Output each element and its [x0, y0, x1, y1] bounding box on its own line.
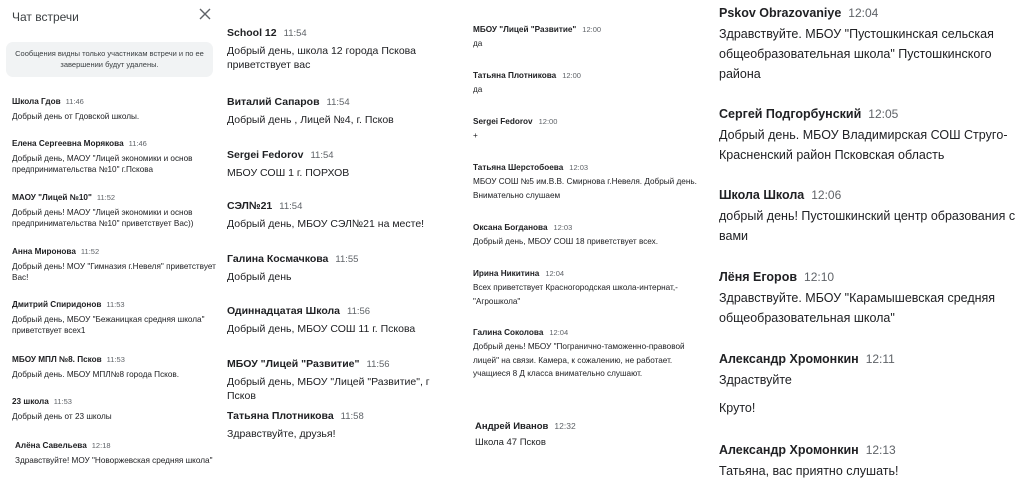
- message-time: 12:13: [865, 443, 896, 457]
- sender-name: Александр Хромонкин: [719, 352, 859, 366]
- chat-column-4: [712, 0, 1024, 486]
- sender-name: Лёня Егоров: [719, 270, 798, 284]
- message-text: Добрый день от 23 школы: [12, 412, 112, 421]
- chat-message: [473, 268, 701, 308]
- chat-message: [719, 443, 1024, 481]
- message-text: Всех приветствует Красногородская школа-интернат,- "Агрошкола": [473, 283, 678, 306]
- message-text: Добрый день, школа 12 города Пскова приветствует вас: [227, 45, 416, 71]
- sender-name: School 12: [227, 27, 277, 39]
- message-text: Добрый день, МБОУ СЭЛ№21 на месте!: [227, 218, 425, 230]
- chat-message: [12, 246, 217, 283]
- chat-message: [12, 192, 217, 229]
- sender-name: МБОУ МПЛ №8. Псков: [12, 355, 102, 364]
- message-time: 12:32: [554, 421, 576, 431]
- chat-message: [473, 70, 701, 97]
- chat-message: [719, 352, 1024, 390]
- message-time: 12:04: [545, 269, 565, 278]
- close-icon[interactable]: [198, 7, 212, 21]
- chat-message: [227, 200, 459, 231]
- sender-name: МБОУ "Лицей "Развитие": [227, 358, 360, 370]
- message-text: Добрый день, МБОУ СОШ 18 приветствует всех.: [473, 237, 659, 246]
- message-text: добрый день! Пустошкинский центр образования с вами: [719, 209, 1016, 243]
- message-text: Здравствуйте. МБОУ "Пустошкинская сельская общеобразовательная школа" Пустошкинского района: [719, 27, 994, 81]
- message-time: 11:52: [80, 247, 100, 256]
- chat-message: [12, 96, 217, 122]
- chat-message: [12, 396, 217, 422]
- message-text: Круто!: [719, 401, 756, 415]
- message-text: Добрый день, МБОУ "Лицей "Развитие", г Псков: [227, 376, 430, 402]
- message-text: Добрый день , Лицей №4, г. Псков: [227, 114, 394, 126]
- message-time: 12:00: [582, 25, 602, 34]
- message-time: 11:53: [106, 300, 125, 309]
- sender-name: Андрей Иванов: [475, 421, 549, 432]
- sender-name: Одиннадцатая Школа: [227, 305, 340, 317]
- chat-message: [719, 6, 1024, 84]
- sender-name: Сергей Подгорбунский: [719, 107, 862, 121]
- message-time: 12:06: [811, 188, 842, 202]
- message-time: 11:53: [53, 397, 72, 406]
- chat-message: [475, 420, 702, 449]
- message-text: да: [473, 85, 483, 94]
- chat-message: [15, 440, 220, 466]
- sender-name: 23 школа: [12, 397, 49, 406]
- message-text: Добрый день от Гдовской школы.: [12, 112, 140, 121]
- chat-message: [227, 149, 459, 180]
- message-text: Здраствуйте: [719, 373, 792, 387]
- chat-message: [227, 410, 459, 441]
- message-text: Добрый день, МБОУ СОШ 11 г. Пскова: [227, 323, 416, 335]
- sender-name: Галина Соколова: [473, 328, 544, 337]
- chat-message: [227, 253, 459, 284]
- message-text: МБОУ СОШ №5 им.В.В. Смирнова г.Невеля. Добрый день. Внимательно слушаем: [473, 177, 697, 200]
- sender-name: СЭЛ№21: [227, 200, 273, 212]
- message-time: 11:54: [279, 201, 303, 212]
- chat-message: [719, 107, 1024, 165]
- message-time: 12:00: [562, 71, 581, 80]
- chat-message: [473, 327, 701, 381]
- message-text: МБОУ СОШ 1 г. ПОРХОВ: [227, 167, 350, 179]
- chat-message: [227, 305, 459, 336]
- chat-message: [12, 138, 217, 175]
- sender-name: Елена Сергеевна Морякова: [12, 139, 124, 148]
- message-text: Добрый день, МАОУ "Лицей экономики и основ предпринимательства №10" г.Пскова: [12, 154, 193, 174]
- sender-name: МБОУ "Лицей "Развитие": [473, 25, 577, 34]
- message-text: Добрый день! МБОУ "Погранично-таможенно-правовой лицей" на связи. Камера, к сожалению, не работает. учащиеся 8 Д класса внимательно слушают.: [473, 342, 685, 378]
- chat-message: [227, 27, 459, 72]
- message-time: 11:53: [106, 355, 125, 364]
- message-time: 11:46: [65, 97, 84, 106]
- message-time: 12:05: [868, 107, 899, 121]
- message-text: Татьяна, вас приятно слушать!: [719, 464, 899, 478]
- chat-panel: [0, 0, 222, 486]
- message-time: 12:03: [569, 163, 589, 172]
- message-text: Добрый день! МАОУ "Лицей экономики и основ предпринимательства №10" приветствует Вас)): [12, 208, 194, 228]
- chat-message: [12, 299, 217, 336]
- message-time: 12:00: [538, 117, 558, 126]
- sender-name: МАОУ "Лицей №10": [12, 193, 92, 202]
- message-time: 12:10: [804, 270, 835, 284]
- message-time: 11:46: [128, 139, 147, 148]
- sender-name: Татьяна Шерстобоева: [473, 163, 564, 172]
- chat-message: [227, 358, 459, 403]
- chat-column-3: [468, 0, 702, 486]
- sender-name: Ирина Никитина: [473, 269, 540, 278]
- sender-name: Оксана Богданова: [473, 223, 548, 232]
- message-time: 11:54: [283, 28, 307, 39]
- message-time: 11:52: [96, 193, 116, 202]
- message-text: Здравствуйте! МОУ "Новоржевская средняя школа": [15, 456, 213, 465]
- message-time: 12:18: [91, 441, 111, 450]
- message-text: да: [473, 39, 483, 48]
- sender-name: Татьяна Плотникова: [227, 410, 334, 422]
- message-time: 11:55: [335, 254, 359, 265]
- sender-name: Sergei Fedorov: [227, 149, 304, 161]
- chat-message: [227, 96, 459, 127]
- message-time: 12:03: [553, 223, 573, 232]
- message-text: Добрый день. МБОУ МПЛ№8 города Псков.: [12, 370, 180, 379]
- chat-header: [12, 8, 212, 24]
- message-time: 11:54: [310, 150, 334, 161]
- chat-message: [473, 222, 701, 249]
- message-time: 11:56: [347, 306, 371, 317]
- message-time: 12:11: [865, 352, 895, 366]
- sender-name: Дмитрий Спиридонов: [12, 300, 102, 309]
- message-text: Здравствуйте. МБОУ "Карамышевская средняя общеобразовательная школа": [719, 291, 996, 325]
- message-time: 11:54: [326, 97, 350, 108]
- message-text: Добрый день, МБОУ "Бежаницкая средняя школа" приветствует всех1: [12, 315, 205, 335]
- message-time: 11:56: [366, 359, 390, 370]
- message-time: 12:04: [848, 6, 879, 20]
- sender-name: Анна Миронова: [12, 247, 76, 256]
- sender-name: Школа Школа: [719, 188, 805, 202]
- sender-name: Галина Космачкова: [227, 253, 329, 265]
- chat-column-2: [222, 0, 462, 486]
- chat-message: [12, 354, 217, 380]
- message-text: Добрый день: [227, 271, 292, 283]
- sender-name: Sergei Fedorov: [473, 117, 533, 126]
- sender-name: Александр Хромонкин: [719, 443, 859, 457]
- sender-name: Виталий Сапаров: [227, 96, 320, 108]
- sender-name: Pskov Obrazovaniye: [719, 6, 842, 20]
- chat-message: [719, 270, 1024, 328]
- message-text: Добрый день! МОУ "Гимназия г.Невеля" приветствует Вас!: [12, 262, 216, 282]
- message-time: 11:58: [340, 411, 364, 422]
- sender-name: Татьяна Плотникова: [473, 71, 557, 80]
- chat-notice: Сообщения видны только участникам встречи и по ее завершении будут удалены.: [6, 42, 213, 77]
- sender-name: Алёна Савельева: [15, 441, 87, 450]
- message-text: Добрый день. МБОУ Владимирская СОШ Стругo-Красненский район Псковская область: [719, 128, 1008, 162]
- chat-message: [473, 116, 701, 143]
- message-text: Школа 47 Псков: [475, 437, 546, 448]
- chat-message: [719, 188, 1024, 246]
- chat-title: Чат встречи: [12, 10, 79, 24]
- chat-message: [473, 162, 701, 202]
- message-text: Здравствуйте, друзья!: [227, 428, 336, 440]
- sender-name: Школа Гдов: [12, 97, 61, 106]
- message-text: +: [473, 131, 478, 140]
- chat-message: [473, 24, 701, 51]
- message-time: 12:04: [549, 328, 569, 337]
